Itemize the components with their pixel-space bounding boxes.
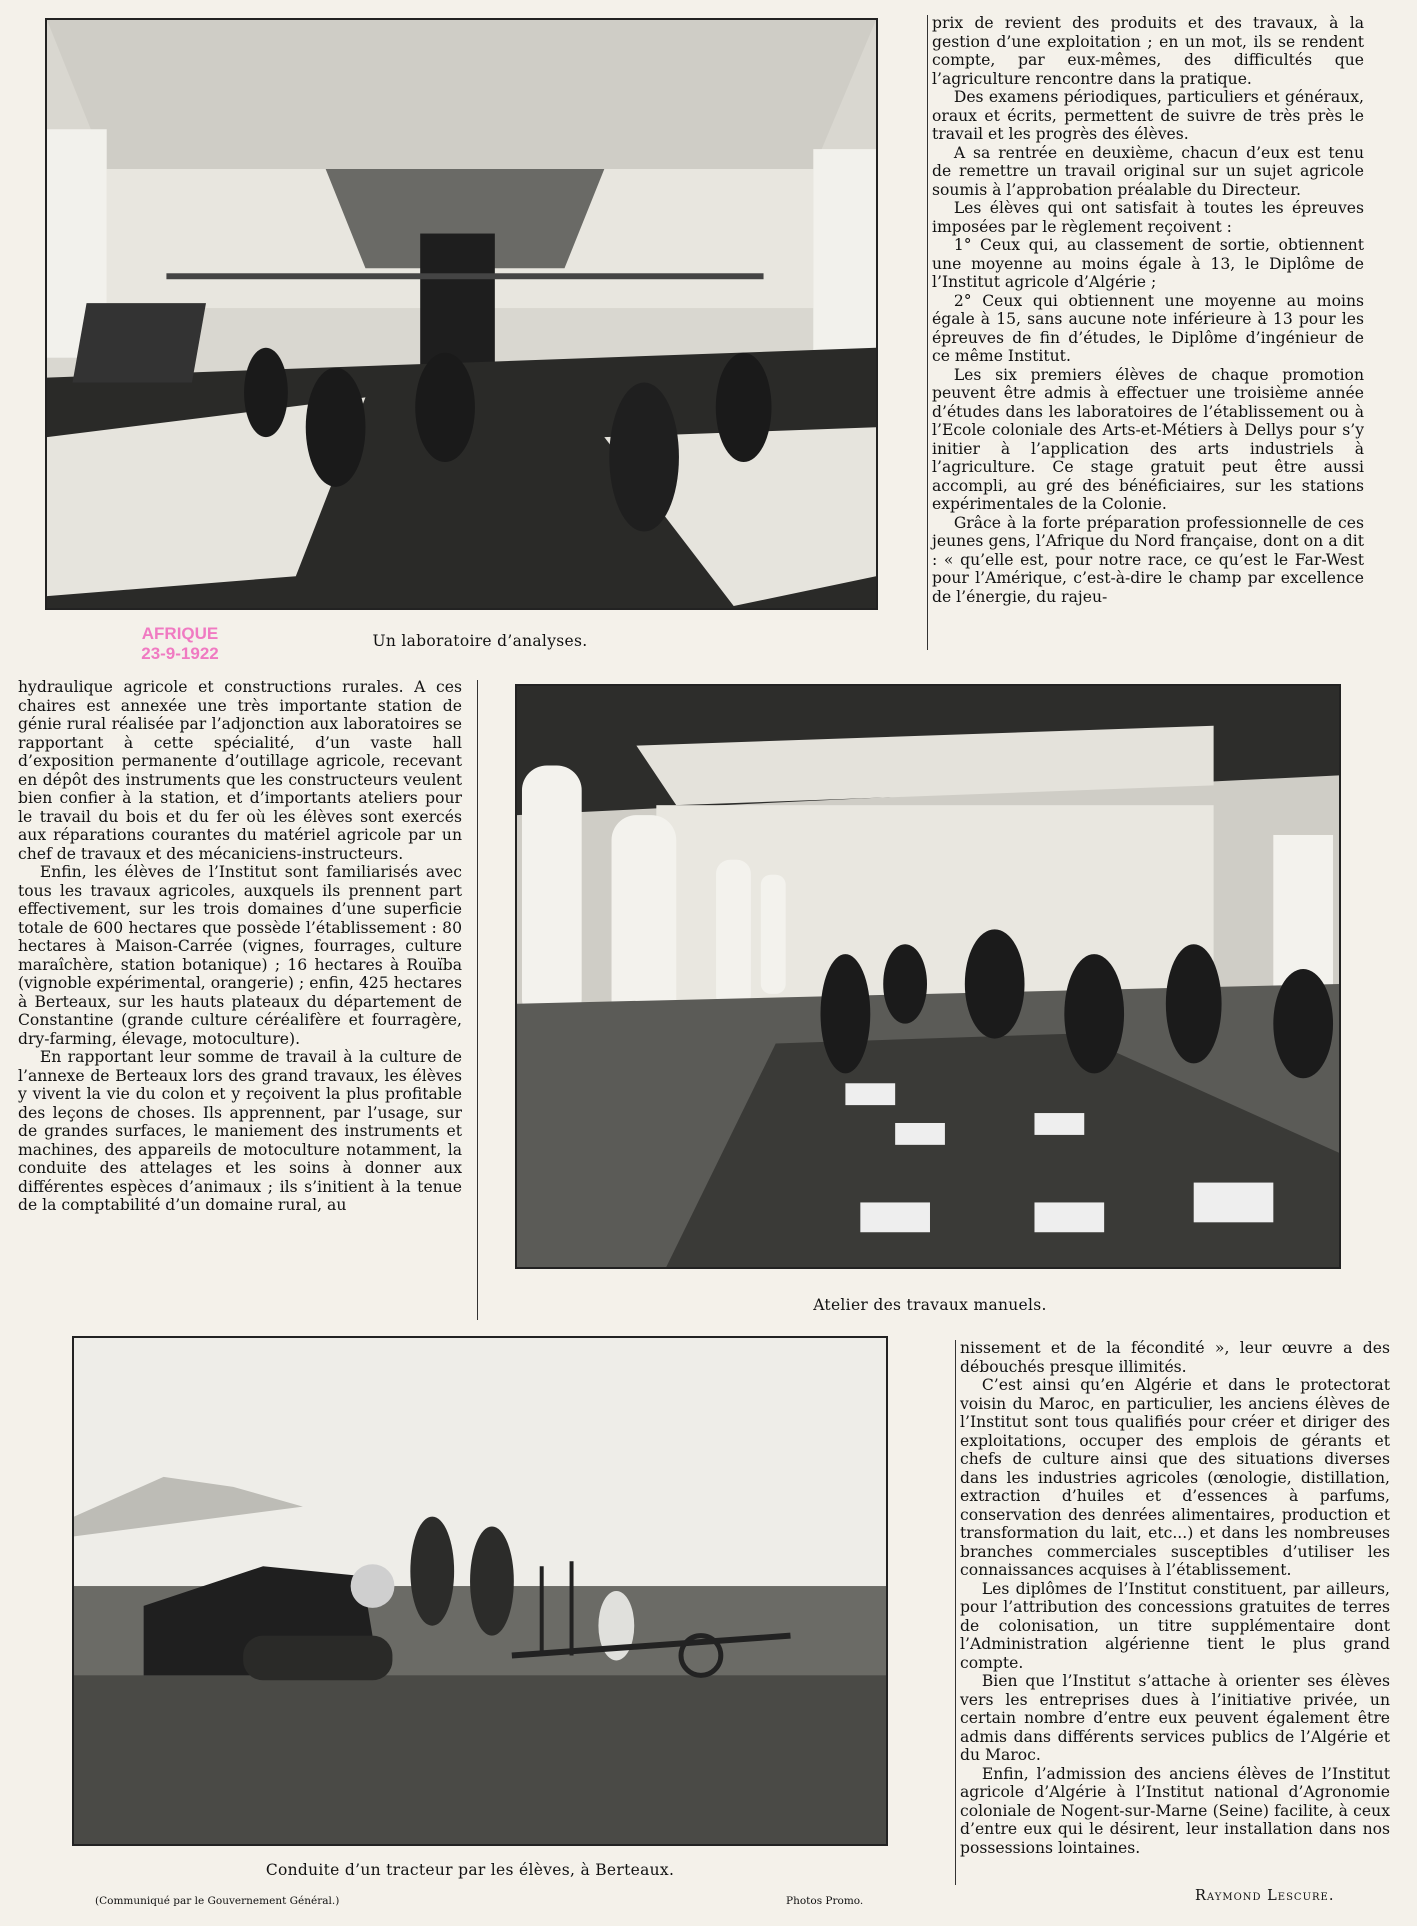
credit-right: Photos Promo. (786, 1895, 864, 1907)
text-column-bottom-right (960, 1339, 1390, 1857)
paragraph: Les diplômes de l’Institut constituent, par ailleurs, pour l’attribution des concessions gratuites de terres de colonisation, un titre supplémentaire dont l’Administration algérienne tient le plus grand compte. (960, 1579, 1390, 1672)
paragraph: hydraulique agricole et constructions rurales. A ces chaires est annexée une très importante station de génie rural réalisée par l’adjonction aux laboratoires se rapportant à cette spécialité, d’un vaste hall d’exposition permanente d’outillage agricole, recevant en dépôt des instruments que les constructeurs veulent bien confier à la station, et d’importants ateliers pour le travail du bois et du fer où les élèves sont exercés aux réparations courantes du matériel agricole par un chef de travaux et des mécaniciens-instructeurs. (18, 678, 462, 863)
paragraph: Enfin, l’admission des anciens élèves de l’Institut agricole d’Algérie à l’Institut national d’Agronomie coloniale de Nogent-sur-Marne (Seine) facilite, à ceux d’entre eux qui le désirent, leur installation dans nos possessions lointaines. (960, 1764, 1390, 1857)
paragraph: Enfin, les élèves de l’Institut sont familiarisés avec tous les travaux agricoles, auxquels ils prennent part effectivement, sur les trois domaines d’une superficie totale de 600 hectares que possède l’établissement : 80 hectares à Maison-Carrée (vignes, fourrages, culture maraîchère, station botanique) ; 16 hectares à Rouïba (vignoble expérimental, orangerie) ; enfin, 425 hectares à Berteaux, sur les hauts plateaux du département de Constantine (grande culture céréalifère et fourragère, dry-farming, élevage, motoculture). (18, 863, 462, 1048)
photo-laboratoire (45, 18, 878, 610)
text-column-middle-left (18, 678, 462, 1215)
archive-stamp (120, 624, 240, 664)
credit-left: (Communiqué par le Gouvernement Général.) (95, 1895, 340, 1907)
stamp-date: 23-9-1922 (141, 644, 219, 663)
caption-laboratoire: Un laboratoire d’analyses. (372, 632, 588, 650)
paragraph: Des examens périodiques, particuliers et généraux, oraux et écrits, permettent de suivre de très près le travail et les progrès des élèves. (932, 88, 1364, 143)
column-rule-bottom (955, 1340, 956, 1885)
stamp-title: AFRIQUE (141, 624, 219, 643)
paragraph: Grâce à la forte préparation professionnelle de ces jeunes gens, l’Afrique du Nord française, dont on a dit : « qu’elle est, pour notre race, ce qu’est le Far-West pour l’Amérique, c’est-à-dire le champ par excellence de l’énergie, du rajeu- (932, 513, 1364, 606)
paragraph: En rapportant leur somme de travail à la culture de l’annexe de Berteaux lors des grand travaux, les élèves y vivent la vie du colon et y reçoivent la plus profitable des leçons de choses. Ils apprennent, par l’usage, sur de grandes surfaces, le maniement des instruments et machines, des appareils de motoculture notamment, la conduite des attelages et les soins à donner aux différentes espèces d’animaux ; ils s’initient à la tenue de la comptabilité d’un domaine rural, au (18, 1048, 462, 1214)
caption-tracteur: Conduite d’un tracteur par les élèves, à Berteaux. (265, 1861, 675, 1879)
paragraph: Les élèves qui ont satisfait à toutes les épreuves imposées par le règlement reçoivent : (932, 199, 1364, 236)
photo-atelier (515, 684, 1341, 1269)
text-column-top-right (932, 14, 1364, 606)
paragraph: prix de revient des produits et des travaux, à la gestion d’une exploitation ; en un mot, ils se rendent compte, par eux-mêmes, des difficultés que l’agriculture rencontre dans la pratique. (932, 14, 1364, 88)
paragraph: 2° Ceux qui obtiennent une moyenne au moins égale à 15, sans aucune note inférieure à 13 pour les épreuves de fin d’études, le Diplôme d’ingénieur de ce même Institut. (932, 291, 1364, 365)
paragraph: Les six premiers élèves de chaque promotion peuvent être admis à effectuer une troisième année d’études dans les laboratoires de l’établissement ou à l’Ecole coloniale des Arts-et-Métiers à Dellys pour s’y initier à l’application des arts industriels à l’agriculture. Ce stage gratuit peut être aussi accompli, au gré des bénéficiaires, sur les stations expérimentales de la Colonie. (932, 365, 1364, 513)
paragraph: C’est ainsi qu’en Algérie et dans le protectorat voisin du Maroc, en particulier, les anciens élèves de l’Institut sont tous qualifiés pour créer et diriger des exploitations, occuper des emplois de gérants et chefs de culture ainsi que des situations diverses dans les industries agricoles (œnologie, distillation, extraction d’huiles et d’essences à parfums, conservation des denrées alimentaires, production et transformation du lait, etc...) et dans les nombreuses branches commerciales susceptibles d’utiliser les connaissances acquises à l’établissement. (960, 1376, 1390, 1579)
paragraph: Bien que l’Institut s’attache à orienter ses élèves vers les entreprises dues à l’initiative privée, un certain nombre d’entre eux peuvent également être admis dans différents services publics de l’Algérie et du Maroc. (960, 1672, 1390, 1764)
paragraph: A sa rentrée en deuxième, chacun d’eux est tenu de remettre un travail original sur un sujet agricole soumis à l’approbation préalable du Directeur. (932, 143, 1364, 199)
paragraph: nissement et de la fécondité », leur œuvre a des débouchés presque illimités. (960, 1339, 1390, 1376)
column-rule-top (927, 15, 928, 650)
paragraph: 1° Ceux qui, au classement de sortie, obtiennent une moyenne au moins égale à 13, le Diplôme de l’Institut agricole d’Algérie ; (932, 236, 1364, 291)
column-rule-middle (477, 680, 478, 1320)
photo-tracteur (72, 1336, 888, 1846)
caption-atelier: Atelier des travaux manuels. (813, 1296, 1047, 1314)
author-signature: Raymond Lescure. (1195, 1888, 1335, 1904)
